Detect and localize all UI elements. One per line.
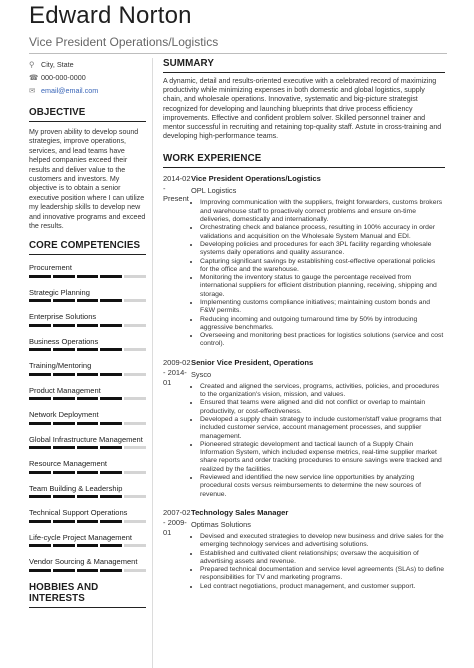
job-entry [163, 358, 445, 499]
competency-bar-divider [122, 299, 124, 302]
competency-bar-divider [98, 348, 100, 351]
competency-bar [29, 520, 146, 523]
competency-bar [29, 373, 146, 376]
competency-label: Global Infrastructure Management [29, 434, 143, 444]
competency-bar-divider [75, 397, 77, 400]
competency-bar-divider [75, 471, 77, 474]
right-column [163, 58, 445, 591]
competency-label: Team Building & Leadership [29, 483, 123, 493]
competencies-heading: CORE COMPETENCIES [29, 240, 146, 255]
competency-bar-divider [51, 275, 53, 278]
experience-heading: WORK EXPERIENCE [163, 153, 445, 168]
job-bullet: • Reducing incoming and outgoing turnaround time by 50% by introducing aggressive benchmarks. [200, 316, 445, 333]
competency-bar-divider [75, 495, 77, 498]
competency-label: Training/Mentoring [29, 361, 92, 371]
competency-label: Enterprise Solutions [29, 312, 97, 322]
job-bullet: • Orchestrating check and balance process, resulting in 100% accuracy in order validations and acquisition on the Wholesale System Manual and EDI. [200, 224, 445, 241]
objective-heading: OBJECTIVE [29, 107, 146, 122]
competency-bar-divider [98, 373, 100, 376]
job-body [191, 174, 445, 348]
location-pin-icon: ⚲ [29, 60, 35, 69]
competency-bar-divider [98, 397, 100, 400]
job-bullet: • Capturing significant savings by establishing cost-effective operational policies for the office and the warehouse. [200, 258, 445, 275]
job-entry [163, 174, 445, 348]
competency-bar-divider [98, 299, 100, 302]
competency-bar-divider [75, 299, 77, 302]
competency-bar-divider [51, 348, 53, 351]
competency-item [29, 361, 146, 376]
job-bullets [191, 199, 445, 348]
job-body [191, 358, 445, 499]
competency-bar-divider [51, 422, 53, 425]
contact-phone [29, 71, 146, 84]
job-bullet: • Pioneered strategic development and tactical launch of a Supply Chain Information System, which included expense metrics, real-time supplier market share reports and order tracking procedures to ensure savings were tracked and realized by the facilities. [200, 441, 445, 474]
phone-text: 000-000-0000 [41, 73, 86, 82]
competency-bar-divider [122, 471, 124, 474]
competency-bar [29, 471, 146, 474]
competency-bar-divider [122, 324, 124, 327]
competency-bar-divider [51, 324, 53, 327]
phone-icon: ☎ [29, 73, 39, 82]
job-dates: 2014-02 - Present [163, 174, 191, 204]
competency-bar-divider [98, 324, 100, 327]
job-bullet: • Established and cultivated client relationships; oversaw the acquisition of advertising assets and revenue. [200, 550, 445, 567]
job-role: Senior Vice President, Operations [191, 357, 314, 367]
competency-label: Vendor Sourcing & Management [29, 557, 138, 567]
competency-item [29, 288, 146, 303]
competency-item [29, 484, 146, 499]
competency-label: Business Operations [29, 336, 99, 346]
competency-bar-divider [51, 520, 53, 523]
competency-bar-divider [75, 275, 77, 278]
competency-item [29, 386, 146, 401]
job-bullet: • Improving communication with the suppliers, freight forwarders, customs brokers and warehouse staff to proactively correct problems and ensure on-time deliveries, domestically and internationally. [200, 199, 445, 224]
competency-bar [29, 422, 146, 425]
competency-item [29, 459, 146, 474]
competency-bar-divider [122, 569, 124, 572]
job-bullet: • Prepared technical documentation and service level agreements (SLAs) to define responsibilities for TV and marketing programs. [200, 566, 445, 583]
competency-label: Product Management [29, 385, 101, 395]
competency-item [29, 508, 146, 523]
job-company: Optimas Solutions [191, 519, 251, 529]
competency-item [29, 557, 146, 572]
competency-label: Life-cycle Project Management [29, 532, 132, 542]
job-company: Sysco [191, 369, 212, 379]
competency-bar-divider [51, 397, 53, 400]
competency-bar [29, 324, 146, 327]
job-bullet: • Devised and executed strategies to develop new business and drive sales for the emerging technology services and advertising solutions. [200, 533, 445, 550]
competency-bar-divider [75, 348, 77, 351]
competencies-list [29, 263, 146, 572]
competency-bar-divider [122, 348, 124, 351]
competency-bar-divider [122, 373, 124, 376]
competency-bar-divider [122, 446, 124, 449]
job-bullets [191, 533, 445, 591]
job-body [191, 508, 445, 591]
job-bullet: • Developed a supply chain strategy to include customer/staff value programs that included customer service, account management processes, and supplier management. [200, 416, 445, 441]
column-divider [152, 58, 153, 668]
competency-bar [29, 348, 146, 351]
competency-label: Technical Support Operations [29, 508, 128, 518]
job-bullet: • Overseeing and monitoring best practices for logistics solutions (service and cost control). [200, 332, 445, 349]
summary-text: A dynamic, detail and results-oriented executive with a celebrated record of maximizing productivity while minimizing expenses in both domestic and global logistics, supply chain, and wholesale operations. Innovative, systematic and big-picture strategist recognized for developing and launching blueprints that drive process efficiency improvements. Effective and confident problem solver. Skilled personnel trainer and mentor successful in recruiting and retaining top-quality staff. Astute in cross-training and developing high-performance teams. [163, 77, 442, 141]
competency-bar-divider [75, 544, 77, 547]
contact-location [29, 58, 146, 71]
competency-bar [29, 397, 146, 400]
competency-bar-divider [98, 422, 100, 425]
competency-bar [29, 495, 146, 498]
competency-bar-divider [75, 446, 77, 449]
competency-bar-divider [98, 446, 100, 449]
competency-bar-divider [98, 495, 100, 498]
job-role: Vice President Operations/Logistics [191, 174, 321, 184]
job-bullet: • Ensured that teams were aligned and did not conflict or overlap to maintain productivity, or cost-effectiveness. [200, 399, 445, 416]
competency-bar-divider [51, 471, 53, 474]
envelope-icon: ✉ [29, 86, 36, 95]
contact-email[interactable] [29, 84, 146, 97]
summary-heading: SUMMARY [163, 58, 445, 73]
competency-bar-divider [75, 373, 77, 376]
job-bullet: • Created and aligned the services, programs, activities, policies, and procedures to the organization's vision, mission, and values. [200, 383, 445, 400]
job-dates: 2009-02 - 2014-01 [163, 357, 191, 387]
competency-bar-divider [51, 569, 53, 572]
competency-bar-divider [122, 422, 124, 425]
job-bullet: • Monitoring the inventory status to gauge the percentage received from international suppliers for efficient distribution planning, receiving, shipping and storage. [200, 274, 445, 299]
competency-bar-divider [122, 495, 124, 498]
competency-item [29, 312, 146, 327]
competency-bar-divider [98, 275, 100, 278]
competency-bar [29, 446, 146, 449]
competency-bar [29, 275, 146, 278]
job-entry [163, 508, 445, 591]
competency-bar-divider [75, 569, 77, 572]
job-company: OPL Logistics [191, 186, 237, 196]
competency-bar [29, 569, 146, 572]
competency-bar-divider [75, 324, 77, 327]
competency-bar-divider [51, 446, 53, 449]
competency-bar-divider [98, 520, 100, 523]
competency-bar-divider [75, 422, 77, 425]
job-bullet: • Developing policies and procedures for each 3PL facility regarding wholesale systems daily operations and quality assurance. [200, 241, 445, 258]
left-column [29, 58, 146, 608]
candidate-name: Edward Norton [29, 2, 192, 29]
competency-bar-divider [122, 275, 124, 278]
job-bullets [191, 383, 445, 499]
competency-bar-divider [98, 569, 100, 572]
header-divider [29, 53, 447, 54]
competency-bar-divider [51, 373, 53, 376]
job-bullet: • Implementing customs compliance initiatives; maintaining custom bonds and F&W permits. [200, 299, 445, 316]
competency-item [29, 263, 146, 278]
competency-label: Procurement [29, 263, 72, 273]
competency-bar-divider [51, 299, 53, 302]
competency-item [29, 533, 146, 548]
competency-item [29, 435, 146, 450]
job-bullet: • Reviewed and identified the new service line opportunities by analyzing procedural costs versus reimbursements to determine the new sources of revenue. [200, 474, 445, 499]
job-role: Technology Sales Manager [191, 507, 289, 517]
location-text: City, State [41, 60, 74, 69]
objective-text: My proven ability to develop sound strategies, improve operations, services, and lead teams have helped companies exceed their results and deliver value to the customers and investors. My objective is to obtain a senior executive position where I can utilize my leadership skills to develop new and innovative programs and exceed the results. [29, 128, 146, 231]
competency-bar-divider [98, 544, 100, 547]
competency-label: Network Deployment [29, 410, 99, 420]
competency-bar [29, 299, 146, 302]
job-bullet: • Led contract negotiations, product management, and customer support. [200, 583, 445, 591]
competency-item [29, 410, 146, 425]
competency-bar-divider [122, 544, 124, 547]
competency-bar [29, 544, 146, 547]
competency-bar-divider [98, 471, 100, 474]
hobbies-heading: HOBBIES AND INTERESTS [29, 582, 146, 608]
email-link[interactable]: email@email.com [41, 86, 99, 95]
competency-item [29, 337, 146, 352]
competency-bar-divider [75, 520, 77, 523]
competency-bar-divider [51, 495, 53, 498]
job-dates: 2007-02 - 2009-01 [163, 507, 191, 537]
competency-bar-divider [51, 544, 53, 547]
competency-label: Strategic Planning [29, 287, 90, 297]
candidate-title: Vice President Operations/Logistics [29, 35, 219, 49]
competency-bar-divider [122, 520, 124, 523]
competency-bar-divider [122, 397, 124, 400]
competency-label: Resource Management [29, 459, 107, 469]
